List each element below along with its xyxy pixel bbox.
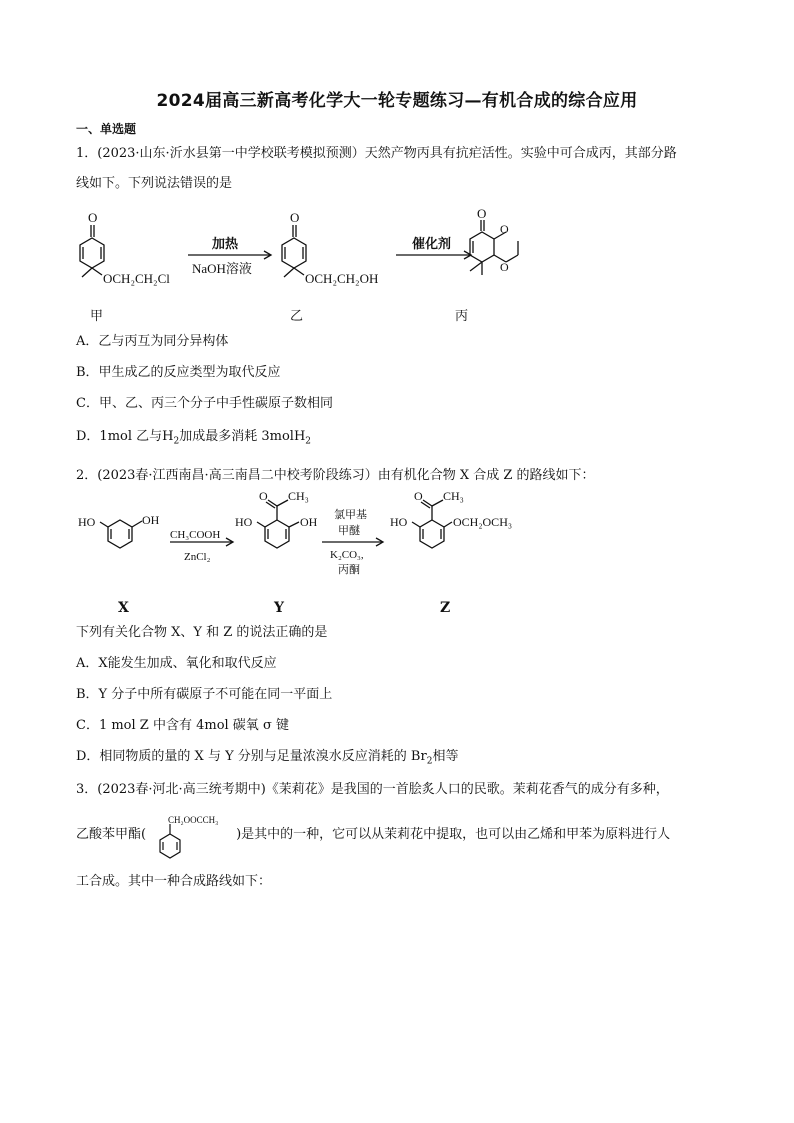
q2-arrow1-bottom: ZnCl₂: [184, 551, 211, 563]
q3-stem-line3: 工合成。其中一种合成路线如下：: [76, 874, 272, 889]
q1-label-jia: 甲: [90, 309, 104, 324]
q2-arrow2-bottom2: 丙酮: [338, 564, 360, 576]
q2-y-ho: HO: [235, 515, 253, 529]
q2-option-d-pre: D．相同物质的量的 X 与 Y 分别与足量浓溴水反应消耗的 Br: [76, 749, 427, 764]
q1-arrow2-top: 催化剂: [412, 236, 452, 251]
q1-option-b[interactable]: B．甲生成乙的反应类型为取代反应: [76, 365, 281, 380]
q2-z-ch3: CH₃: [443, 489, 464, 503]
q1-bing-oxygen-ring2: O: [500, 260, 509, 274]
q1-jia-substituent: OCH₂CH₂Cl: [103, 271, 170, 286]
q2-label-x: X: [118, 600, 129, 616]
q2-z-ho: HO: [390, 515, 408, 529]
q1-bing-oxygen-top: O: [477, 206, 487, 221]
q1-stem-line2: 线如下。下列说法错误的是: [76, 176, 233, 191]
q2-y-oh: OH: [300, 515, 318, 529]
q1-yi-substituent: OCH₂CH₂OH: [305, 271, 379, 286]
q1-option-c[interactable]: C．甲、乙、丙三个分子中手性碳原子数相同: [76, 396, 333, 411]
section-heading: 一、单选题: [76, 122, 137, 136]
q1-option-d-h2b: H: [293, 429, 306, 444]
q2-option-d[interactable]: D．相同物质的量的 X 与 Y 分别与足量浓溴水反应消耗的 $Br_2$相等: [76, 749, 459, 767]
q2-question: 下列有关化合物 X、Y 和 Z 的说法正确的是: [76, 625, 328, 640]
q1-option-d-h2a: H: [162, 429, 174, 444]
q3-line2-pre: 乙酸苯甲酯(: [76, 827, 147, 842]
q1-option-d[interactable]: D．1mol 乙与$H_2$加成最多消耗 3molH$_2$: [76, 429, 312, 447]
q2-arrow2-bottom1: K₂CO₃,: [330, 549, 364, 561]
q1-option-a[interactable]: A．乙与丙互为同分异构体: [76, 334, 229, 349]
q2-reaction-scheme: [0, 488, 794, 588]
q1-arrow1-top: 加热: [212, 236, 239, 251]
q2-option-a[interactable]: A．X能发生加成、氧化和取代反应: [76, 656, 277, 671]
q1-option-d-pre: D．1mol 乙与: [76, 429, 163, 444]
q3-benzyl-acetate-structure: [150, 812, 240, 862]
q1-yi-oxygen: O: [290, 210, 300, 225]
q2-z-och2och3: OCH₂OCH₃: [453, 515, 513, 529]
q2-arrow2-top2: 甲醚: [338, 525, 360, 537]
q1-bing-oxygen-ring1: O: [500, 222, 509, 236]
q2-stem: 2．(2023春·江西南昌·高三南昌二中校考阶段练习）由有机化合物 X 合成 Z 的路线如下：: [76, 468, 595, 483]
q3-stem-line1: 3．(2023春·河北·高三统考期中)《茉莉花》是我国的一首脍炙人口的民歌。茉莉花香气的成分有多种，: [76, 782, 669, 797]
q2-option-d-post: 相等: [432, 749, 459, 764]
page-title: 2024届高三新高考化学大一轮专题练习—有机合成的综合应用: [156, 91, 638, 111]
q1-label-bing: 丙: [455, 309, 469, 324]
q1-option-d-mid: 加成最多消耗 3mol: [179, 429, 294, 444]
q1-reaction-scheme: [0, 205, 794, 325]
q2-y-o: O: [259, 489, 268, 503]
q2-arrow2-top1: 氯甲基: [334, 509, 367, 521]
q2-label-z: Z: [440, 600, 451, 616]
q2-y-ch3: CH₃: [288, 489, 309, 503]
q3-line2-post: )是其中的一种，它可以从茉莉花中提取，也可以由乙烯和甲苯为原料进行人: [236, 827, 671, 842]
q2-label-y: Y: [274, 600, 284, 616]
q2-x-oh: OH: [142, 513, 160, 527]
q2-x-ho: HO: [78, 515, 96, 529]
q1-arrow1-bottom: NaOH溶液: [192, 261, 252, 276]
q1-stem-line1: 1．(2023·山东·沂水县第一中学校联考模拟预测）天然产物丙具有抗疟活性。实验中可合成丙，其部分路: [76, 146, 677, 161]
q2-option-b[interactable]: B．Y 分子中所有碳原子不可能在同一平面上: [76, 687, 333, 702]
q3-structure-label: CH₂OOCCH₃: [168, 815, 219, 825]
q2-arrow1-top: CH₃COOH: [170, 529, 221, 541]
q2-option-c[interactable]: C．1 mol Z 中含有 4mol 碳氧 σ 键: [76, 718, 289, 733]
q1-jia-oxygen: O: [88, 210, 98, 225]
q2-z-o: O: [414, 489, 423, 503]
q1-label-yi: 乙: [290, 309, 304, 324]
